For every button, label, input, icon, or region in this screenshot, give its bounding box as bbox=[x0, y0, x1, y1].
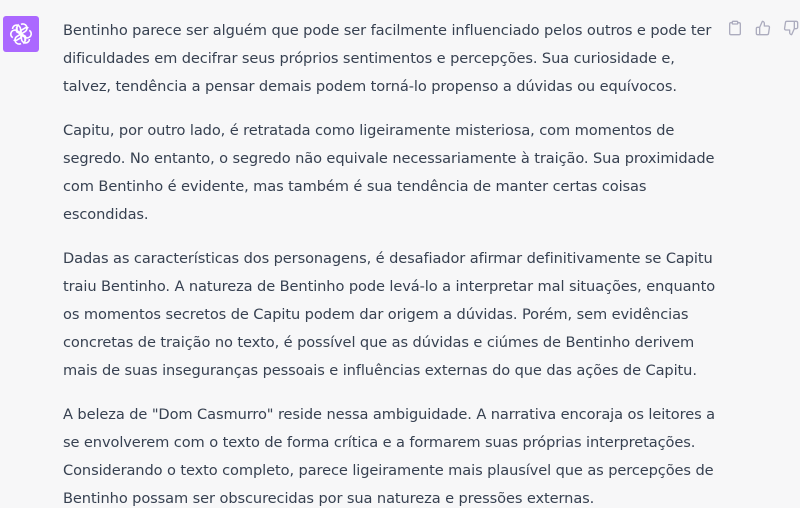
message-content bbox=[63, 17, 723, 508]
dislike-button[interactable] bbox=[782, 19, 800, 37]
assistant-avatar bbox=[3, 16, 39, 52]
clipboard-icon bbox=[727, 20, 743, 36]
like-button[interactable] bbox=[754, 19, 772, 37]
openai-logo-icon bbox=[8, 21, 34, 47]
message-paragraph: A beleza de "Dom Casmurro" reside nessa ambiguidade. A narrativa encoraja os leitores a se envolverem com o texto de forma crítica e a formarem suas próprias interpretações. Considerando o texto completo, parece ligeiramente mais plausível que as percepções de Bentinho possam ser obscurecidas por sua natureza e pressões externas. bbox=[63, 406, 715, 507]
thumbs-up-icon bbox=[755, 20, 771, 36]
message-paragraph: Capitu, por outro lado, é retratada como ligeiramente misteriosa, com momentos de segredo. No entanto, o segredo não equivale necessariamente à traição. Sua proximidade com Bentinho é evidente, mas também é sua tendência de manter certas coisas escondidas. bbox=[63, 122, 715, 223]
thumbs-down-icon bbox=[783, 20, 799, 36]
copy-button[interactable] bbox=[726, 19, 744, 37]
message-paragraph: Bentinho parece ser alguém que pode ser facilmente influenciado pelos outros e pode ter dificuldades em decifrar seus próprios sentimentos e percepções. Sua curiosidade e, talvez, tendência a pensar demais podem torná-lo propenso a dúvidas ou equívocos. bbox=[63, 22, 712, 95]
message-paragraph: Dadas as características dos personagens, é desafiador afirmar definitivamente se Capitu traiu Bentinho. A natureza de Bentinho pode levá-lo a interpretar mal situações, enquanto os momentos secretos de Capitu podem dar origem a dúvidas. Porém, sem evidências concretas de traição no texto, é possível que as dúvidas e ciúmes de Bentinho derivem mais de suas inseguranças pessoais e influências externas do que das ações de Capitu. bbox=[63, 250, 716, 379]
message-actions bbox=[726, 19, 800, 37]
